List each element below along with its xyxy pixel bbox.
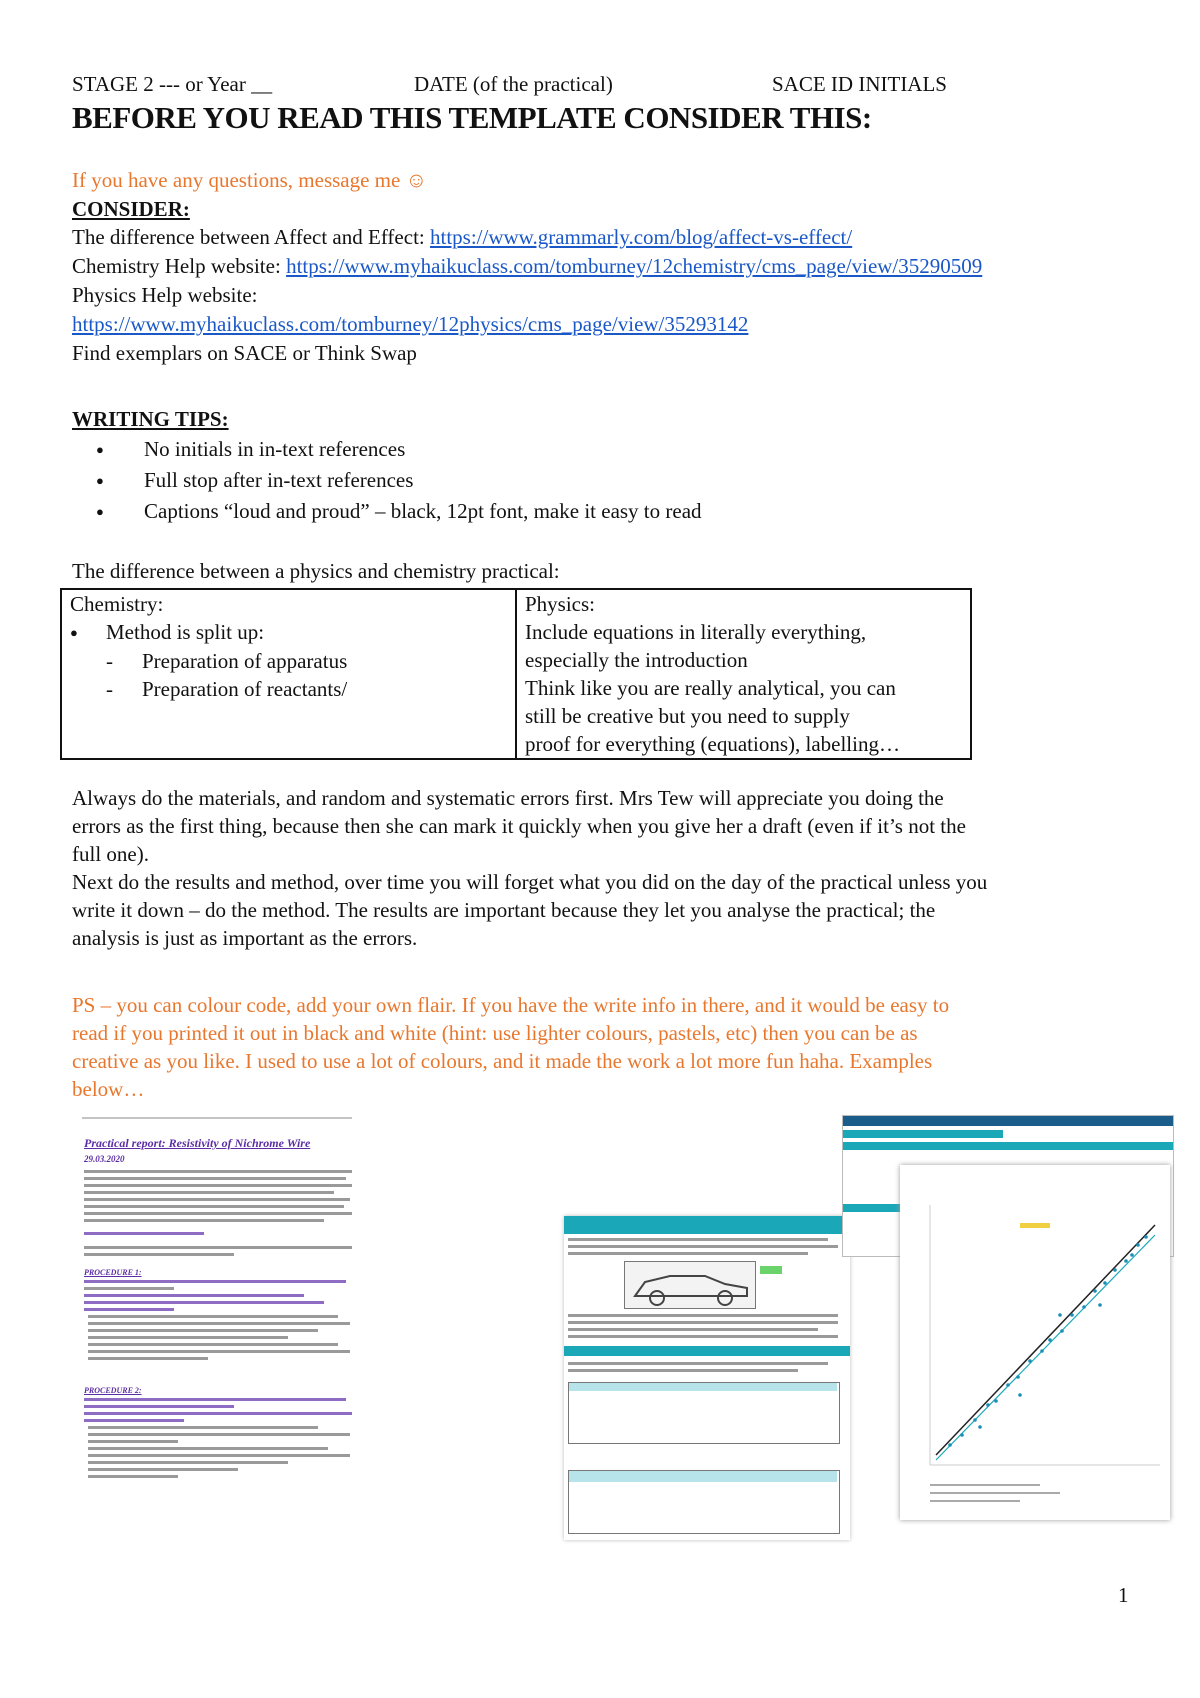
example-procedure-heading: PROCEDURE 2: <box>84 1386 142 1395</box>
affect-effect-link[interactable]: https://www.grammarly.com/blog/affect-vs-effect/ <box>429 225 853 249</box>
writing-tips-heading: WRITING TIPS: <box>72 407 229 431</box>
ps-line: creative as you like. I used to use a lot of colours, and it made the work a lot more fun haha. Examples <box>72 1049 933 1073</box>
advice-paragraph <box>72 784 987 952</box>
physics-help-line <box>72 310 748 338</box>
car-diagram-image <box>624 1261 756 1309</box>
chemistry-help-line <box>72 252 982 280</box>
ps-line: read if you printed it out in black and white (hint: use lighter colours, pastels, etc) then you can be as <box>72 1021 918 1045</box>
physics-cell <box>516 589 971 759</box>
physics-line: Think like you are really analytical, you can <box>525 676 896 700</box>
difference-intro: The difference between a physics and chemistry practical: <box>72 559 560 583</box>
stage-field: STAGE 2 --- or Year __ <box>72 72 273 96</box>
advice-line: Always do the materials, and random and systematic errors first. Mrs Tew will appreciate you doing the <box>72 786 944 810</box>
example-procedure-heading: PROCEDURE 1: <box>84 1268 142 1277</box>
physics-heading: Physics: <box>525 592 596 616</box>
example-report-title: Practical report: Resistivity of Nichrome Wire <box>84 1136 311 1150</box>
chemistry-cell <box>61 589 516 759</box>
physics-help-label: Physics Help website: <box>72 283 258 307</box>
page-number: 1 <box>1118 1583 1129 1607</box>
page-title: BEFORE YOU READ THIS TEMPLATE CONSIDER THIS: <box>72 100 872 135</box>
ps-line: PS – you can colour code, add your own flair. If you have the write info in there, and it would be easy to <box>72 993 950 1017</box>
physics-line: proof for everything (equations), labelling… <box>525 732 900 756</box>
writing-tip-item: ● Full stop after in-text references <box>72 466 702 497</box>
consider-heading: CONSIDER: <box>72 197 190 221</box>
advice-line: full one). <box>72 842 149 866</box>
exemplars-line: Find exemplars on SACE or Think Swap <box>72 341 417 365</box>
comparison-table <box>60 588 972 760</box>
example-colour-page-thumbnail <box>564 1216 850 1540</box>
writing-tip-item: ● Captions “loud and proud” – black, 12pt font, make it easy to read <box>72 497 702 528</box>
advice-line: analysis is just as important as the errors. <box>72 926 418 950</box>
ps-paragraph <box>72 991 949 1103</box>
advice-line: errors as the first thing, because then she can mark it quickly when you give her a draft (even if it’s not the <box>72 814 966 838</box>
physics-line: still be creative but you need to supply <box>525 704 850 728</box>
chemistry-heading: Chemistry: <box>70 592 164 616</box>
chemistry-help-link[interactable]: https://www.myhaikuclass.com/tomburney/12chemistry/cms_page/view/35290509 <box>286 254 983 278</box>
affect-line <box>72 223 852 251</box>
example-graph-thumbnail <box>842 1115 1182 1525</box>
physics-line: especially the introduction <box>525 648 748 672</box>
physics-help-link[interactable]: https://www.myhaikuclass.com/tomburney/12physics/cms_page/view/35293142 <box>72 312 749 336</box>
affect-label: The difference between Affect and Effect: <box>72 225 430 249</box>
ps-line: below… <box>72 1077 145 1101</box>
chemistry-sub-item: - Preparation of apparatus <box>106 649 348 673</box>
sace-id-field: SACE ID INITIALS <box>772 72 947 96</box>
writing-tips-list <box>72 435 702 528</box>
writing-tip-item: ● No initials in in-text references <box>72 435 702 466</box>
example-report-date: 29.03.2020 <box>84 1154 125 1164</box>
chemistry-sub-item: - Preparation of reactants/ <box>106 677 348 701</box>
scatter-graph <box>900 1165 1170 1520</box>
advice-line: Next do the results and method, over time you will forget what you did on the day of the practical unless you <box>72 870 988 894</box>
chemistry-help-label: Chemistry Help website: <box>72 254 287 278</box>
physics-line: Include equations in literally everything, <box>525 620 867 644</box>
date-field: DATE (of the practical) <box>414 72 613 96</box>
questions-note: If you have any questions, message me ☺ <box>72 168 428 192</box>
advice-line: write it down – do the method. The results are important because they let you analyse the practical; the <box>72 898 936 922</box>
chemistry-bullet: ● Method is split up: <box>70 620 265 644</box>
example-report-thumbnail <box>78 1114 360 1559</box>
